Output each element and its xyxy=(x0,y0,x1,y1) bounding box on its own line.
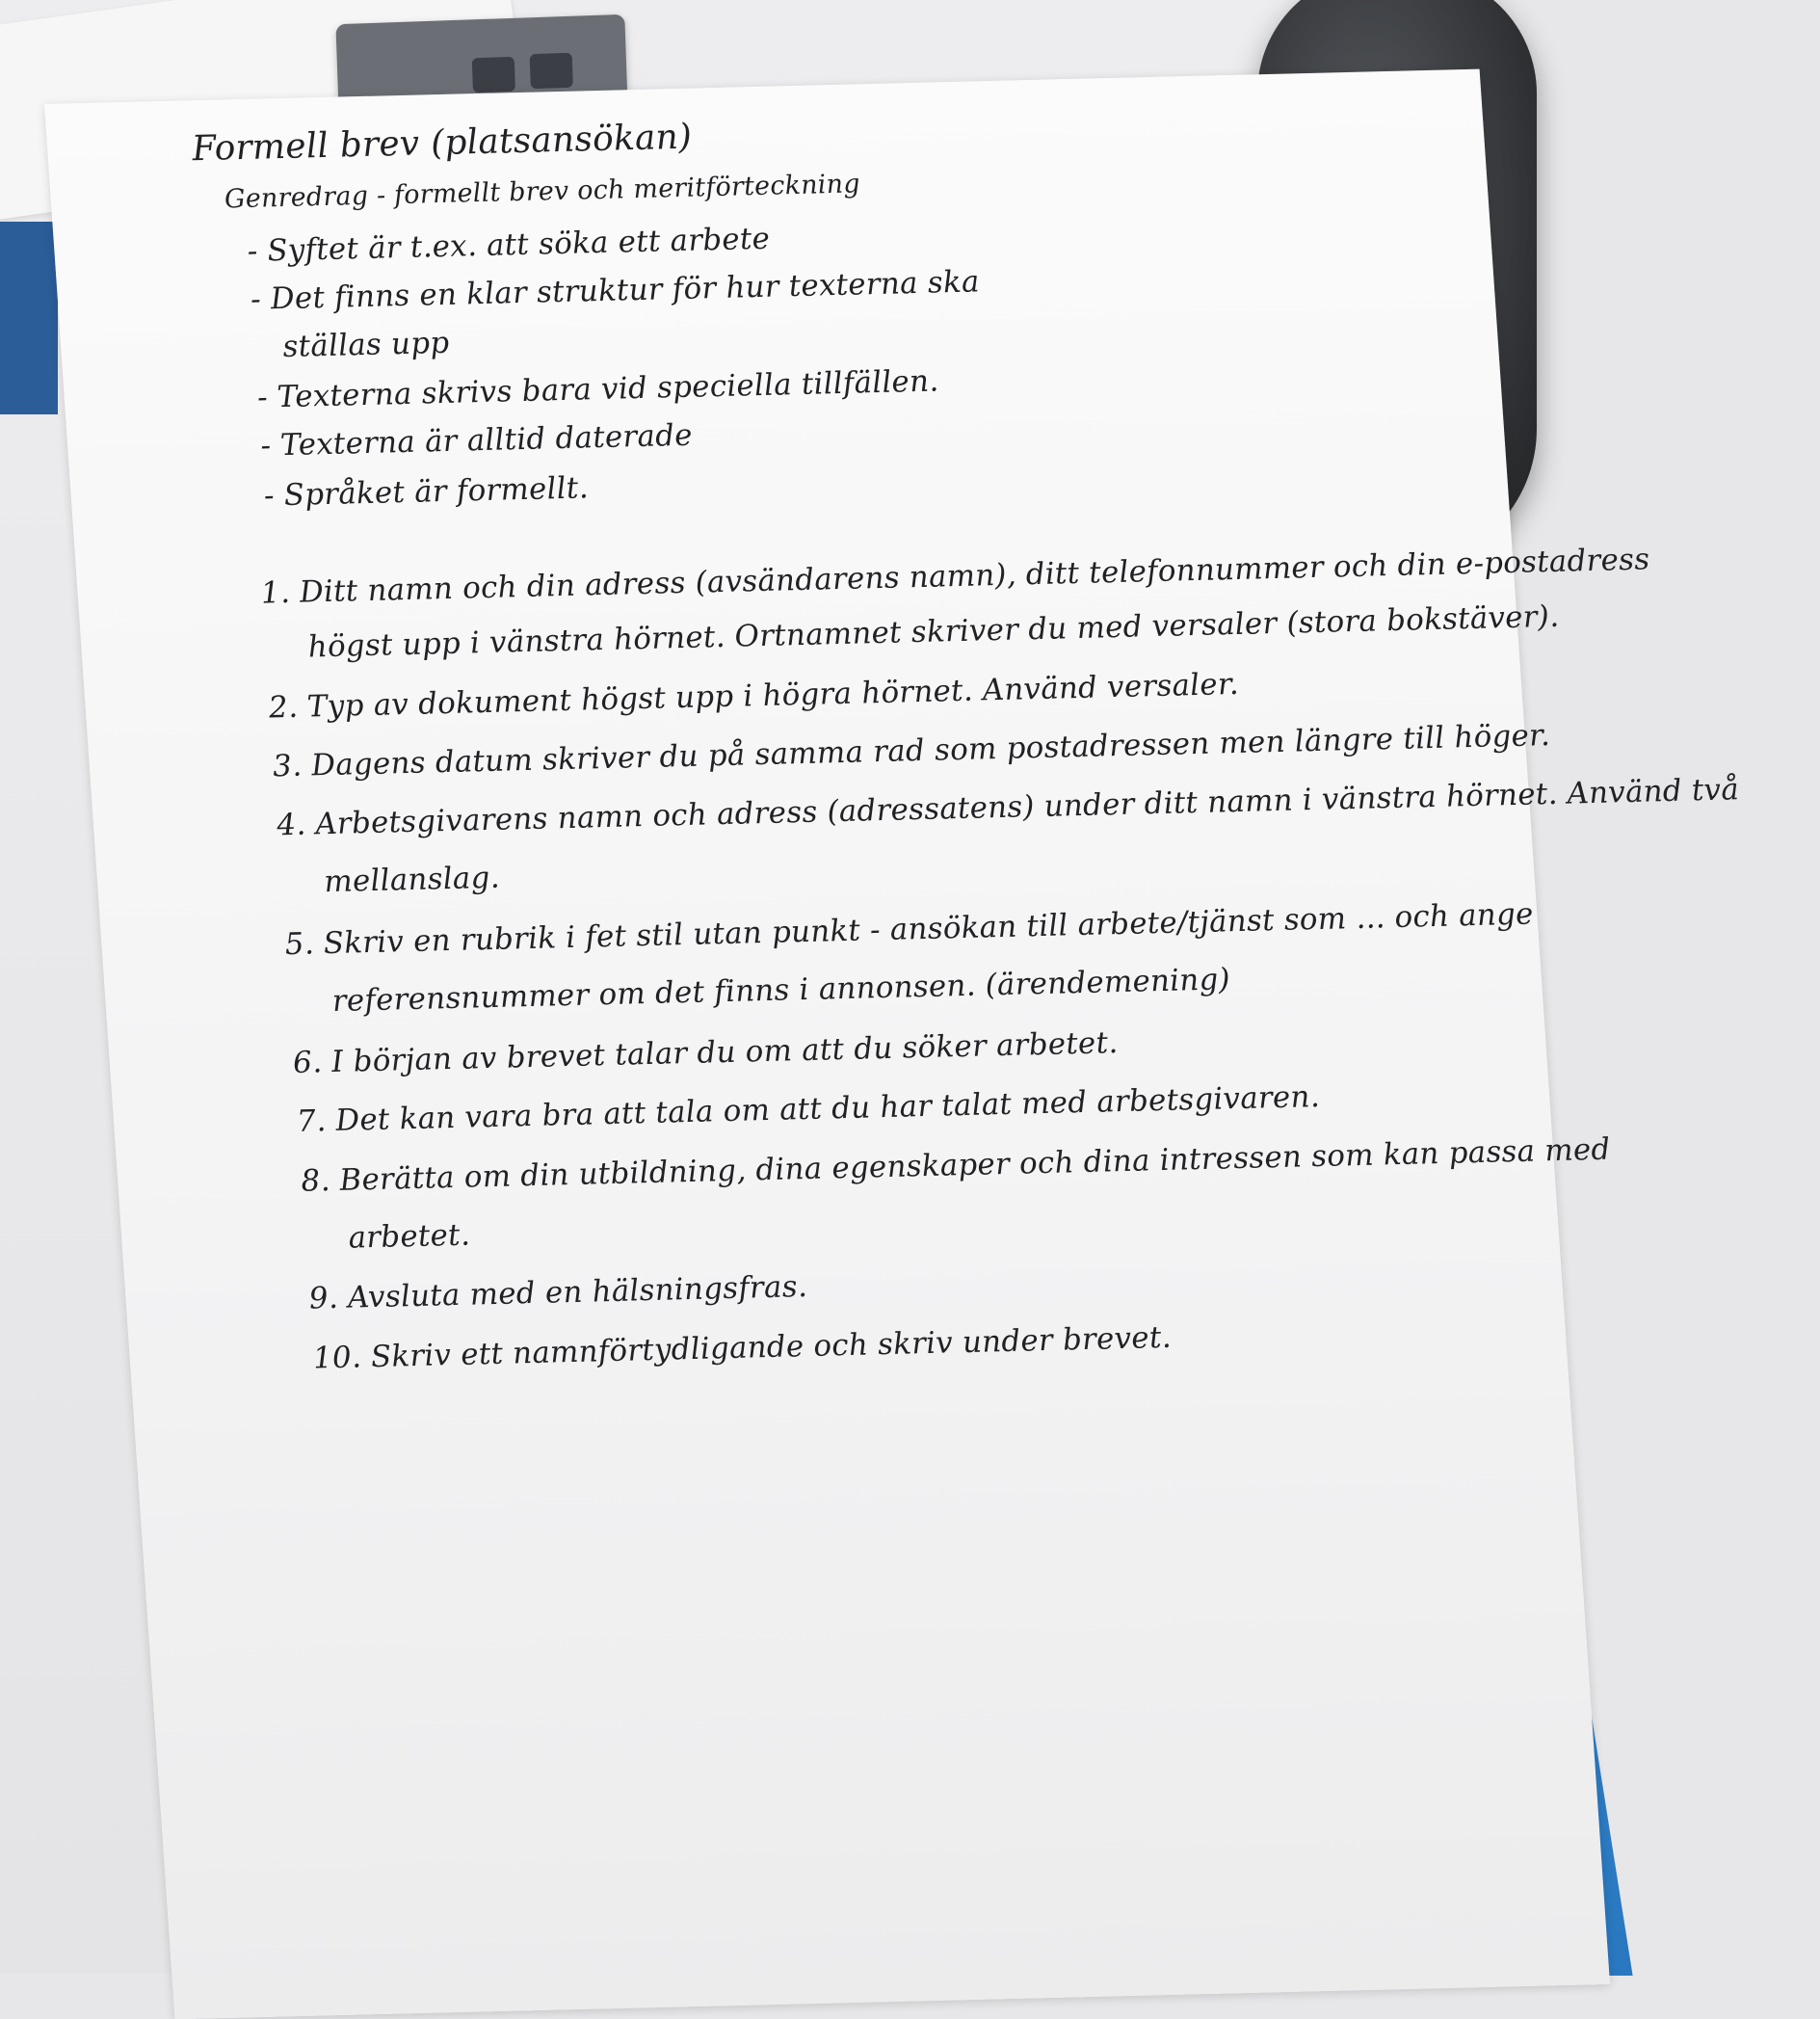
step-line: 5. Skriv en rubrik i fet stil utan punkt - ansökan till arbete/tjänst som ... och ange xyxy=(283,896,1535,963)
keyboard-key xyxy=(472,57,515,93)
step-line: 4. Arbetsgivarens namn och adress (adressatens) under ditt namn i vänstra hörnet. Använd två xyxy=(276,772,1741,843)
bullet-line: - Texterna är alltid daterade xyxy=(259,417,694,464)
step-line: 9. Avsluta med en hälsningsfras. xyxy=(307,1269,808,1316)
step-line: 2. Typ av dokument högst upp i högra hörnet. Använd versaler. xyxy=(267,666,1240,726)
bullet-line: ställas upp xyxy=(281,325,451,365)
step-line: arbetet. xyxy=(347,1217,471,1256)
bullet-line: - Texterna skrivs bara vid speciella tillfällen. xyxy=(255,363,940,415)
keyboard-key xyxy=(530,53,573,90)
step-line: mellanslag. xyxy=(323,860,501,900)
blue-object-left xyxy=(0,222,58,414)
step-line: högst upp i vänstra hörnet. Ortnamnet skriver du med versaler (stora bokstäver). xyxy=(306,598,1561,665)
document-subtitle: Genredrag - formellt brev och meritförteckning xyxy=(223,169,861,215)
handwritten-paper xyxy=(44,69,1741,2019)
bullet-line: - Språket är formellt. xyxy=(262,470,590,514)
step-line: 3. Dagens datum skriver du på samma rad som postadressen men längre till höger. xyxy=(271,718,1551,784)
step-line: 10. Skriv ett namnförtydligande och skriv under brevet. xyxy=(311,1319,1173,1376)
step-line: referensnummer om det finns i annonsen. (ärendemening) xyxy=(330,962,1231,1019)
document-title: Formell brev (platsansökan) xyxy=(190,117,694,170)
bullet-line: - Syftet är t.ex. att söka ett arbete xyxy=(246,221,772,269)
bullet-line: - Det finns en klar struktur för hur texterna ska xyxy=(249,264,981,317)
step-line: 7. Det kan vara bra att tala om att du har talat med arbetsgivaren. xyxy=(296,1078,1321,1139)
step-line: 6. I början av brevet talar du om att du söker arbetet. xyxy=(291,1025,1120,1080)
step-line: 8. Berätta om din utbildning, dina egenskaper och dina intressen som kan passa med xyxy=(300,1131,1612,1199)
step-line: 1. Ditt namn och din adress (avsändarens namn), ditt telefonnummer och din e-postadress xyxy=(259,542,1651,611)
